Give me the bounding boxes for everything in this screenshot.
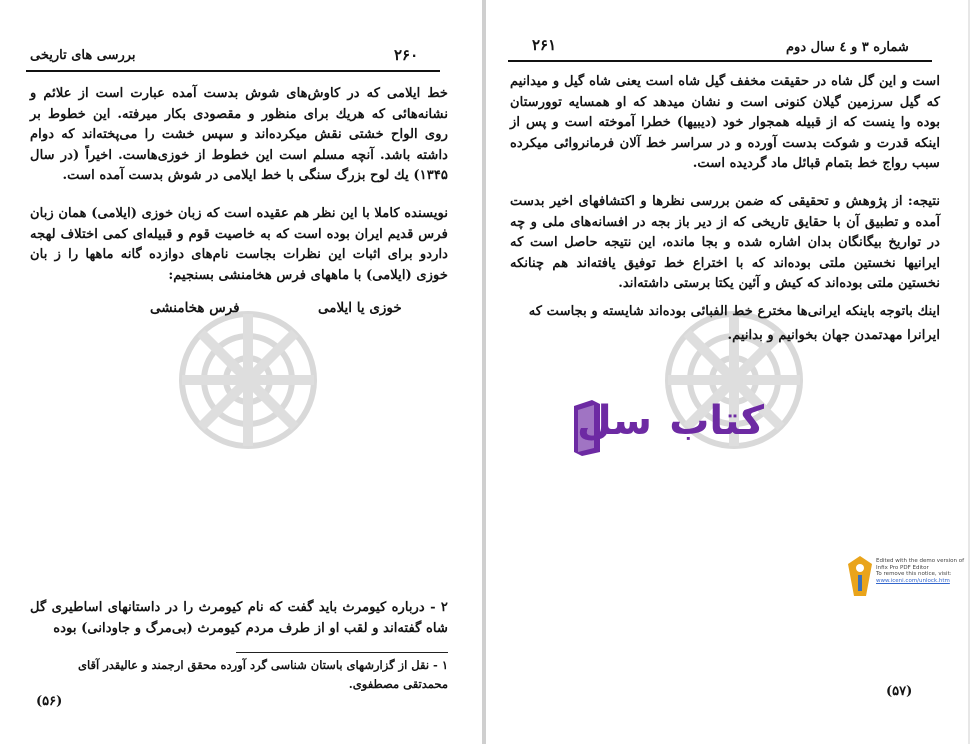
editor-note-line2: Infix Pro PDF Editor xyxy=(876,564,929,571)
infix-logo-icon xyxy=(848,556,872,596)
left-footnote: ۱ - نقل از گزارشهای باستان شناسی گرد آورده محقق ارجمند و عالیقدر آقای محمدتقی مصطفوی. xyxy=(78,658,448,691)
left-header-title: بررسی های تاریخی xyxy=(30,48,136,63)
editor-notice xyxy=(848,556,968,596)
footnote-rule xyxy=(236,652,448,653)
editor-note-link[interactable]: www.iceni.com/unlock.htm xyxy=(876,577,950,584)
table-head-fars: فرس هخامنشی xyxy=(150,300,240,316)
editor-note-line1: Edited with the demo version of xyxy=(876,558,965,564)
right-page-number: (۵۷) xyxy=(886,684,913,699)
left-paragraph-3: ۲ - درباره کیومرث باید گفت که نام کیومرث را در داستانهای اساطیری گل شاه گفته‌اند و لقب او از طرف مردم کیومرث (بی‌مرگ و جاودانی) بوده xyxy=(30,600,448,636)
left-page-number: (۵۶) xyxy=(36,694,63,709)
left-paragraph-1: خط ایلامی که در کاوش‌های شوش بدست آمده عبارت است از علائم و نشانه‌هائی که هریك برای منظور و مقصودی بکار میرفته. این خطوط بر روی الواح خشتی نقش میکرده‌اند و سپس خشت را می‌پخته‌اند که دوام داشته باشد. آنچه مسلم است این خطوط از خوزی‌هاست. اخیراً (در سال ۱۳۴۵) یك لوح بزرگ سنگی با خط ایلامی در شوش بدست آمده است. xyxy=(30,86,448,183)
right-paragraph-2: نتیجه: از پژوهش و تحقیقی که ضمن بررسی نظرها و اکتشافهای اخیر بدست آمده و تطبیق آن با حقایق تاریخی که از دیر باز بجه در افسانه‌های ملی و چه در تواریخ بیگانگان بدان اشاره شده و بجا مانده، این نتیجه حاصل است که ایرانیها نخستین ملتی بوده‌اند که با اختراع خط توفیق یافته‌اند هم چنانکه نخستین ملتی بوده‌اند که کیش و آئین یکتا برستی داشته‌اند. xyxy=(510,194,940,291)
left-paragraph-2: نویسنده کاملا با این نظر هم عقیده است که زبان خوزی (ایلامی) همان زبان فرس قدیم ایران بوده است که به خاصیت قوم و قبیله‌ای کمی اختلاف لهجه داردو برای اثبات این نظرات بجاست نام‌های دوازده گانه ماهها را ز بان خوزی (ایلامی) با ماههای فرس هخامنشی بسنجیم: xyxy=(30,206,448,283)
table-head-khuzi: خوزی یا ایلامی xyxy=(318,300,402,316)
right-paragraph-1: است و این گل شاه در حقیقت مخفف گیل شاه است یعنی شاه گیل و میدانیم که گیل سرزمین گیلان کنونی است و نشان میدهد که او همسایه توورستان بوده وا ینست که از قبیله همجوار خود (دیبیها) خطرا آموخته است و پس از اینکه قدرت و شوکت بدست آورده و در سراسر خط آلان فرمانروائی میکرده سبب رواج خط بتمام قبائل ماد گردیده است. xyxy=(510,74,940,171)
watermark-seal-icon xyxy=(168,300,328,460)
brand-sal: سل xyxy=(576,398,652,444)
right-paragraph-4: ایرانرا مهدتمدن جهان بخوانیم و بدانیم. xyxy=(727,328,940,343)
editor-note-line3: To remove this notice, visit: xyxy=(876,571,952,577)
brand-kitab: کتاب xyxy=(669,398,764,444)
right-header-title: شماره ۳ و ٤ سال دوم xyxy=(786,40,909,55)
left-header-number: ۲۶۰ xyxy=(394,46,419,64)
left-page xyxy=(0,0,482,744)
header-rule xyxy=(26,70,440,72)
right-page xyxy=(486,0,968,744)
right-header-number: ۲۶۱ xyxy=(532,36,557,54)
right-paragraph-3: اینك باتوجه باینکه ایرانی‌ها مخترع خط الفبائی بوده‌اند شایسته و بجاست که xyxy=(528,304,940,319)
brand-logo xyxy=(572,392,834,462)
header-rule xyxy=(508,60,932,62)
